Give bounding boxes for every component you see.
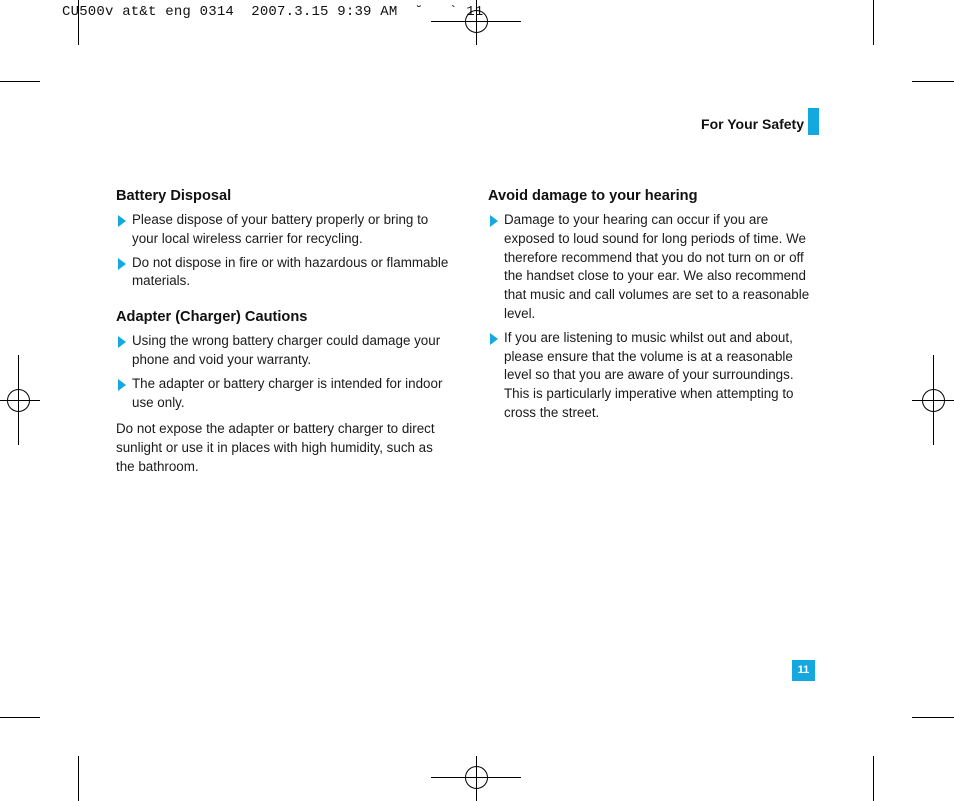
section-tab (808, 108, 819, 135)
bullet-text: If you are listening to music whilst out and about, please ensure that the volume is at a reasonable level so that you are aware of your surroundings. This is particularly imperative when attempting to cross the street. (504, 329, 794, 420)
crosshair-icon (0, 355, 40, 445)
hearing-section (488, 186, 818, 423)
bullet-item (116, 332, 452, 370)
section-title: Avoid damage to your hearing (488, 188, 698, 204)
section-title: Adapter (Charger) Cautions (116, 309, 308, 326)
adapter-cautions-section (116, 307, 452, 477)
bullet-item (116, 254, 452, 292)
bullet-item (116, 375, 452, 413)
right-column (488, 186, 818, 428)
bullet-text: Do not dispose in fire or with hazardous or flammable materials. (132, 254, 449, 289)
page-number: 11 (792, 660, 815, 681)
body-paragraph: Do not expose the adapter or battery charger to direct sunlight or use it in places with high humidity, such as the bathroom. (116, 421, 435, 474)
triangle-right-icon (118, 379, 126, 391)
triangle-right-icon (118, 336, 126, 348)
print-slug: CU500v at&t eng 0314 2007.3.15 9:39 AM ˘ ` 11 (62, 4, 484, 20)
crosshair-icon (431, 756, 521, 801)
bullet-item (488, 211, 818, 324)
crosshair-icon (912, 355, 954, 445)
battery-disposal-section (116, 186, 452, 291)
running-head: For Your Safety (701, 116, 804, 132)
section-title: Battery Disposal (116, 188, 232, 204)
crosshair-icon (431, 0, 521, 45)
triangle-right-icon (118, 258, 126, 270)
triangle-right-icon (490, 215, 498, 227)
bullet-text: Using the wrong battery charger could damage your phone and void your warranty. (132, 333, 441, 367)
bullet-text: Please dispose of your battery properly or bring to your local wireless carrier for recycling. (132, 212, 429, 246)
bullet-item (488, 329, 818, 423)
triangle-right-icon (118, 215, 126, 227)
bullet-text: The adapter or battery charger is intended for indoor use only. (132, 375, 443, 410)
left-column (116, 186, 452, 477)
bullet-text: Damage to your hearing can occur if you are exposed to loud sound for long periods of time. We therefore recommend that you do not turn on or off the handset close to your ear. We also recommend that music and call volumes are set to a reasonable level. (504, 212, 810, 321)
triangle-right-icon (490, 333, 498, 345)
bullet-item (116, 211, 452, 249)
